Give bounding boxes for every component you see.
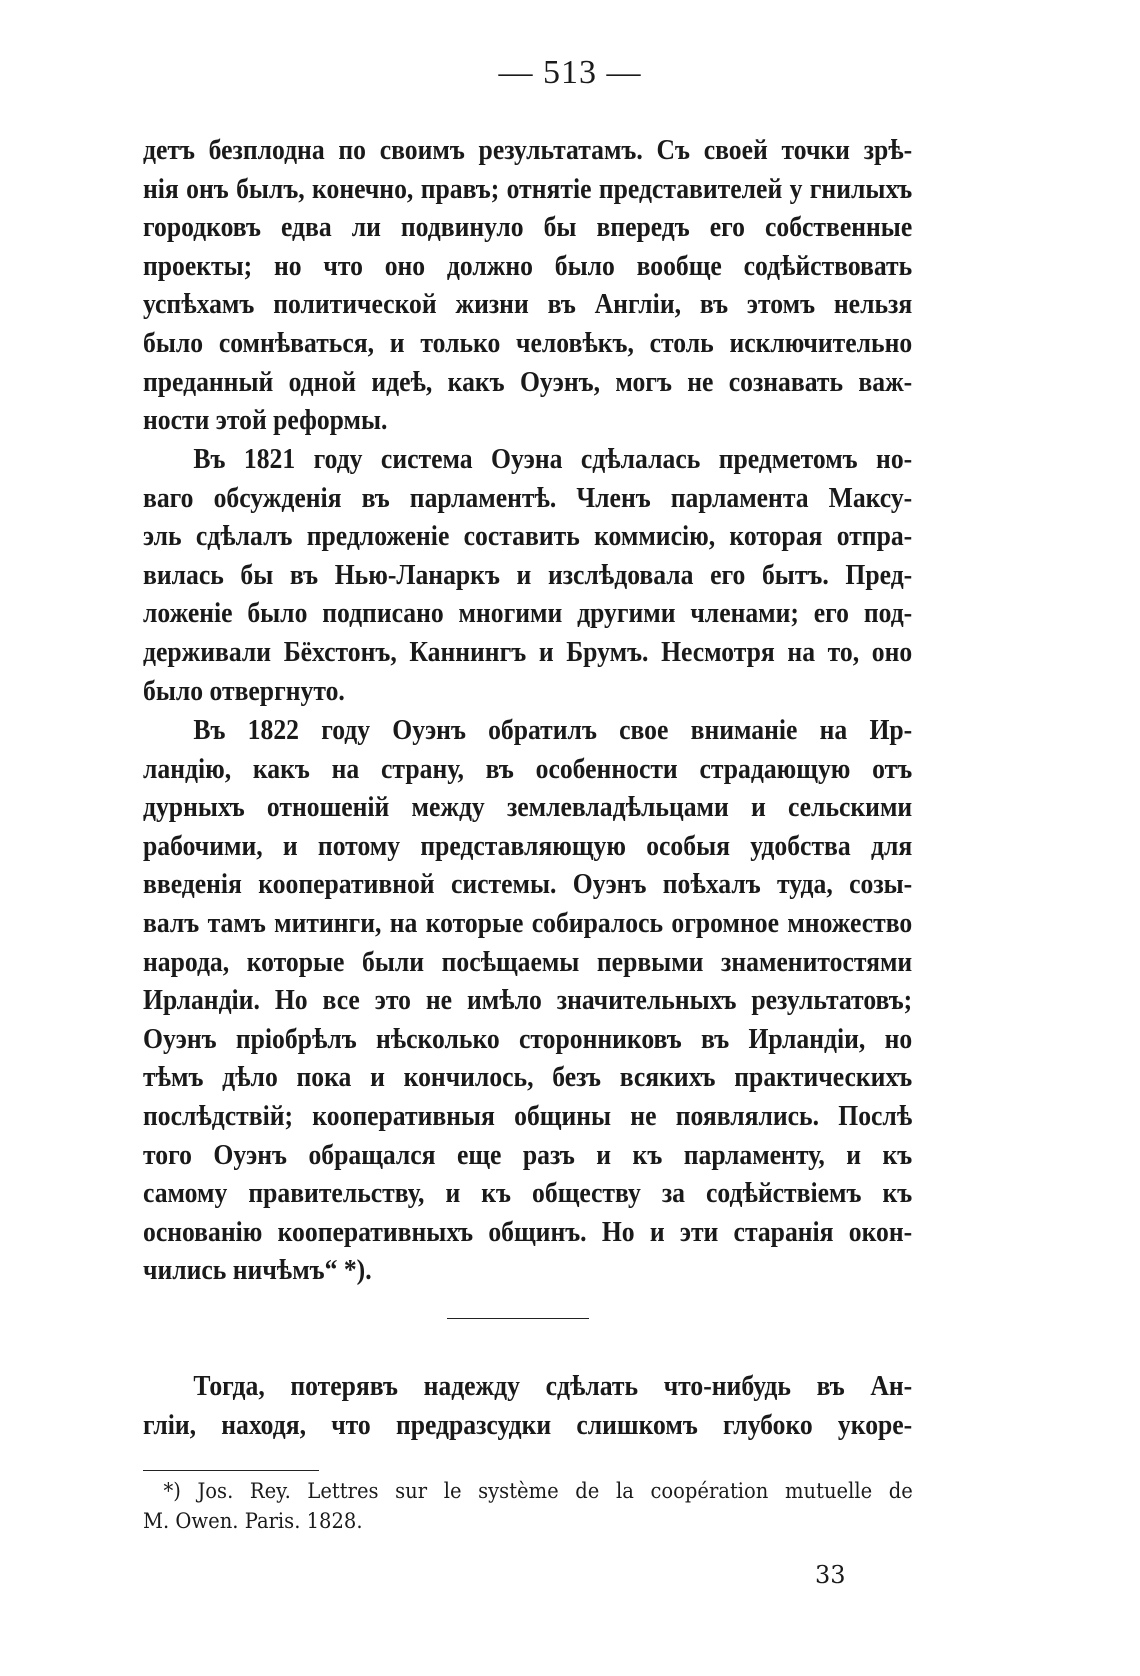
text-line: эль сдѣлалъ предложеніе составить коммисію, которая отпра- (143, 521, 913, 553)
text-line: тѣмъ дѣло пока и кончилось, безъ всякихъ практическихъ (143, 1062, 913, 1094)
text-line: нія онъ былъ, конечно, правъ; отнятіе представителей у гнилыхъ (143, 173, 913, 205)
footnote-line: M. Owen. Paris. 1828. (143, 1509, 363, 1533)
text-line: народа, которые были посѣщаемы первыми знаменитостями (143, 946, 913, 978)
text-line: того Оуэнъ обращался еще разъ и къ парламенту, и къ (143, 1139, 913, 1171)
footnote-divider (143, 1470, 319, 1471)
text-line: ложеніе было подписано многими другими членами; его под- (143, 598, 913, 630)
paragraph-then (143, 1368, 913, 1445)
text-line: рабочими, и потому представляющую особыя удобства для (143, 830, 913, 862)
text-line: держивали Бёхстонъ, Каннингъ и Брумъ. Несмотря на то, оно (143, 636, 913, 668)
text-line: ландію, какъ на страну, въ особенности страдающую отъ (143, 753, 913, 785)
text-line: самому правительству, и къ обществу за содѣйствіемъ къ (143, 1178, 913, 1210)
text-line: Ирландіи. Но все это не имѣло значительныхъ результатовъ; (143, 985, 913, 1017)
paragraph-continuation (143, 132, 913, 441)
text-line: введенія кооперативной системы. Оуэнъ поѣхалъ туда, созы- (143, 869, 913, 901)
text-line: городковъ едва ли подвинуло бы впередъ его собственные (143, 212, 913, 244)
text-line: основанію кооперативныхъ общинъ. Но и эти старанія окон- (143, 1216, 913, 1248)
text-line: ваго обсужденія въ парламентѣ. Членъ парламента Максу- (143, 482, 913, 514)
text-line: Въ 1821 году система Оуэна сдѣлалась предметомъ но- (193, 444, 913, 475)
text-line: Тогда, потерявъ надежду сдѣлать что-нибудь въ Ан- (193, 1371, 913, 1402)
text-line: было отвергнуто. (143, 675, 345, 707)
text-line: гліи, находя, что предразсудки слишкомъ глубоко укоре- (143, 1409, 913, 1441)
text-line: вилась бы въ Нью-Ланаркъ и изслѣдовала его бытъ. Пред- (143, 559, 913, 591)
footnote (143, 1476, 913, 1536)
page-number: — 513 — (498, 54, 642, 91)
section-divider (447, 1318, 589, 1319)
text-line: валъ тамъ митинги, на которые собиралось огромное множество (143, 907, 913, 939)
text-line: Оуэнъ пріобрѣлъ нѣсколько сторонниковъ въ Ирландіи, но (143, 1023, 913, 1055)
text-line: Въ 1822 году Оуэнъ обратилъ свое вниманіе на Ир- (193, 715, 913, 746)
paragraph-1822 (143, 712, 913, 1291)
text-line: преданный одной идеѣ, какъ Оуэнъ, могъ не сознавать важ- (143, 366, 913, 398)
text-line: проекты; но что оно должно было вообще содѣйствовать (143, 250, 913, 282)
text-line: детъ безплодна по своимъ результатамъ. Съ своей точки зрѣ- (143, 135, 913, 166)
text-line: было сомнѣваться, и только человѣкъ, столь исключительно (143, 327, 913, 359)
text-line: ности этой реформы. (143, 405, 388, 437)
text-line: дурныхъ отношеній между землевладѣльцами и сельскими (143, 792, 913, 824)
paragraph-1821 (143, 441, 913, 711)
text-line: послѣдствій; кооперативныя общины не появлялись. Послѣ (143, 1100, 913, 1132)
signature-mark: 33 (815, 1561, 846, 1589)
text-line: успѣхамъ политической жизни въ Англіи, въ этомъ нельзя (143, 289, 913, 321)
text-line: чились ничѣмъ“ *). (143, 1255, 372, 1287)
footnote-line: *) Jos. Rey. Lettres sur le système de la coopération mutuelle de (163, 1479, 913, 1503)
